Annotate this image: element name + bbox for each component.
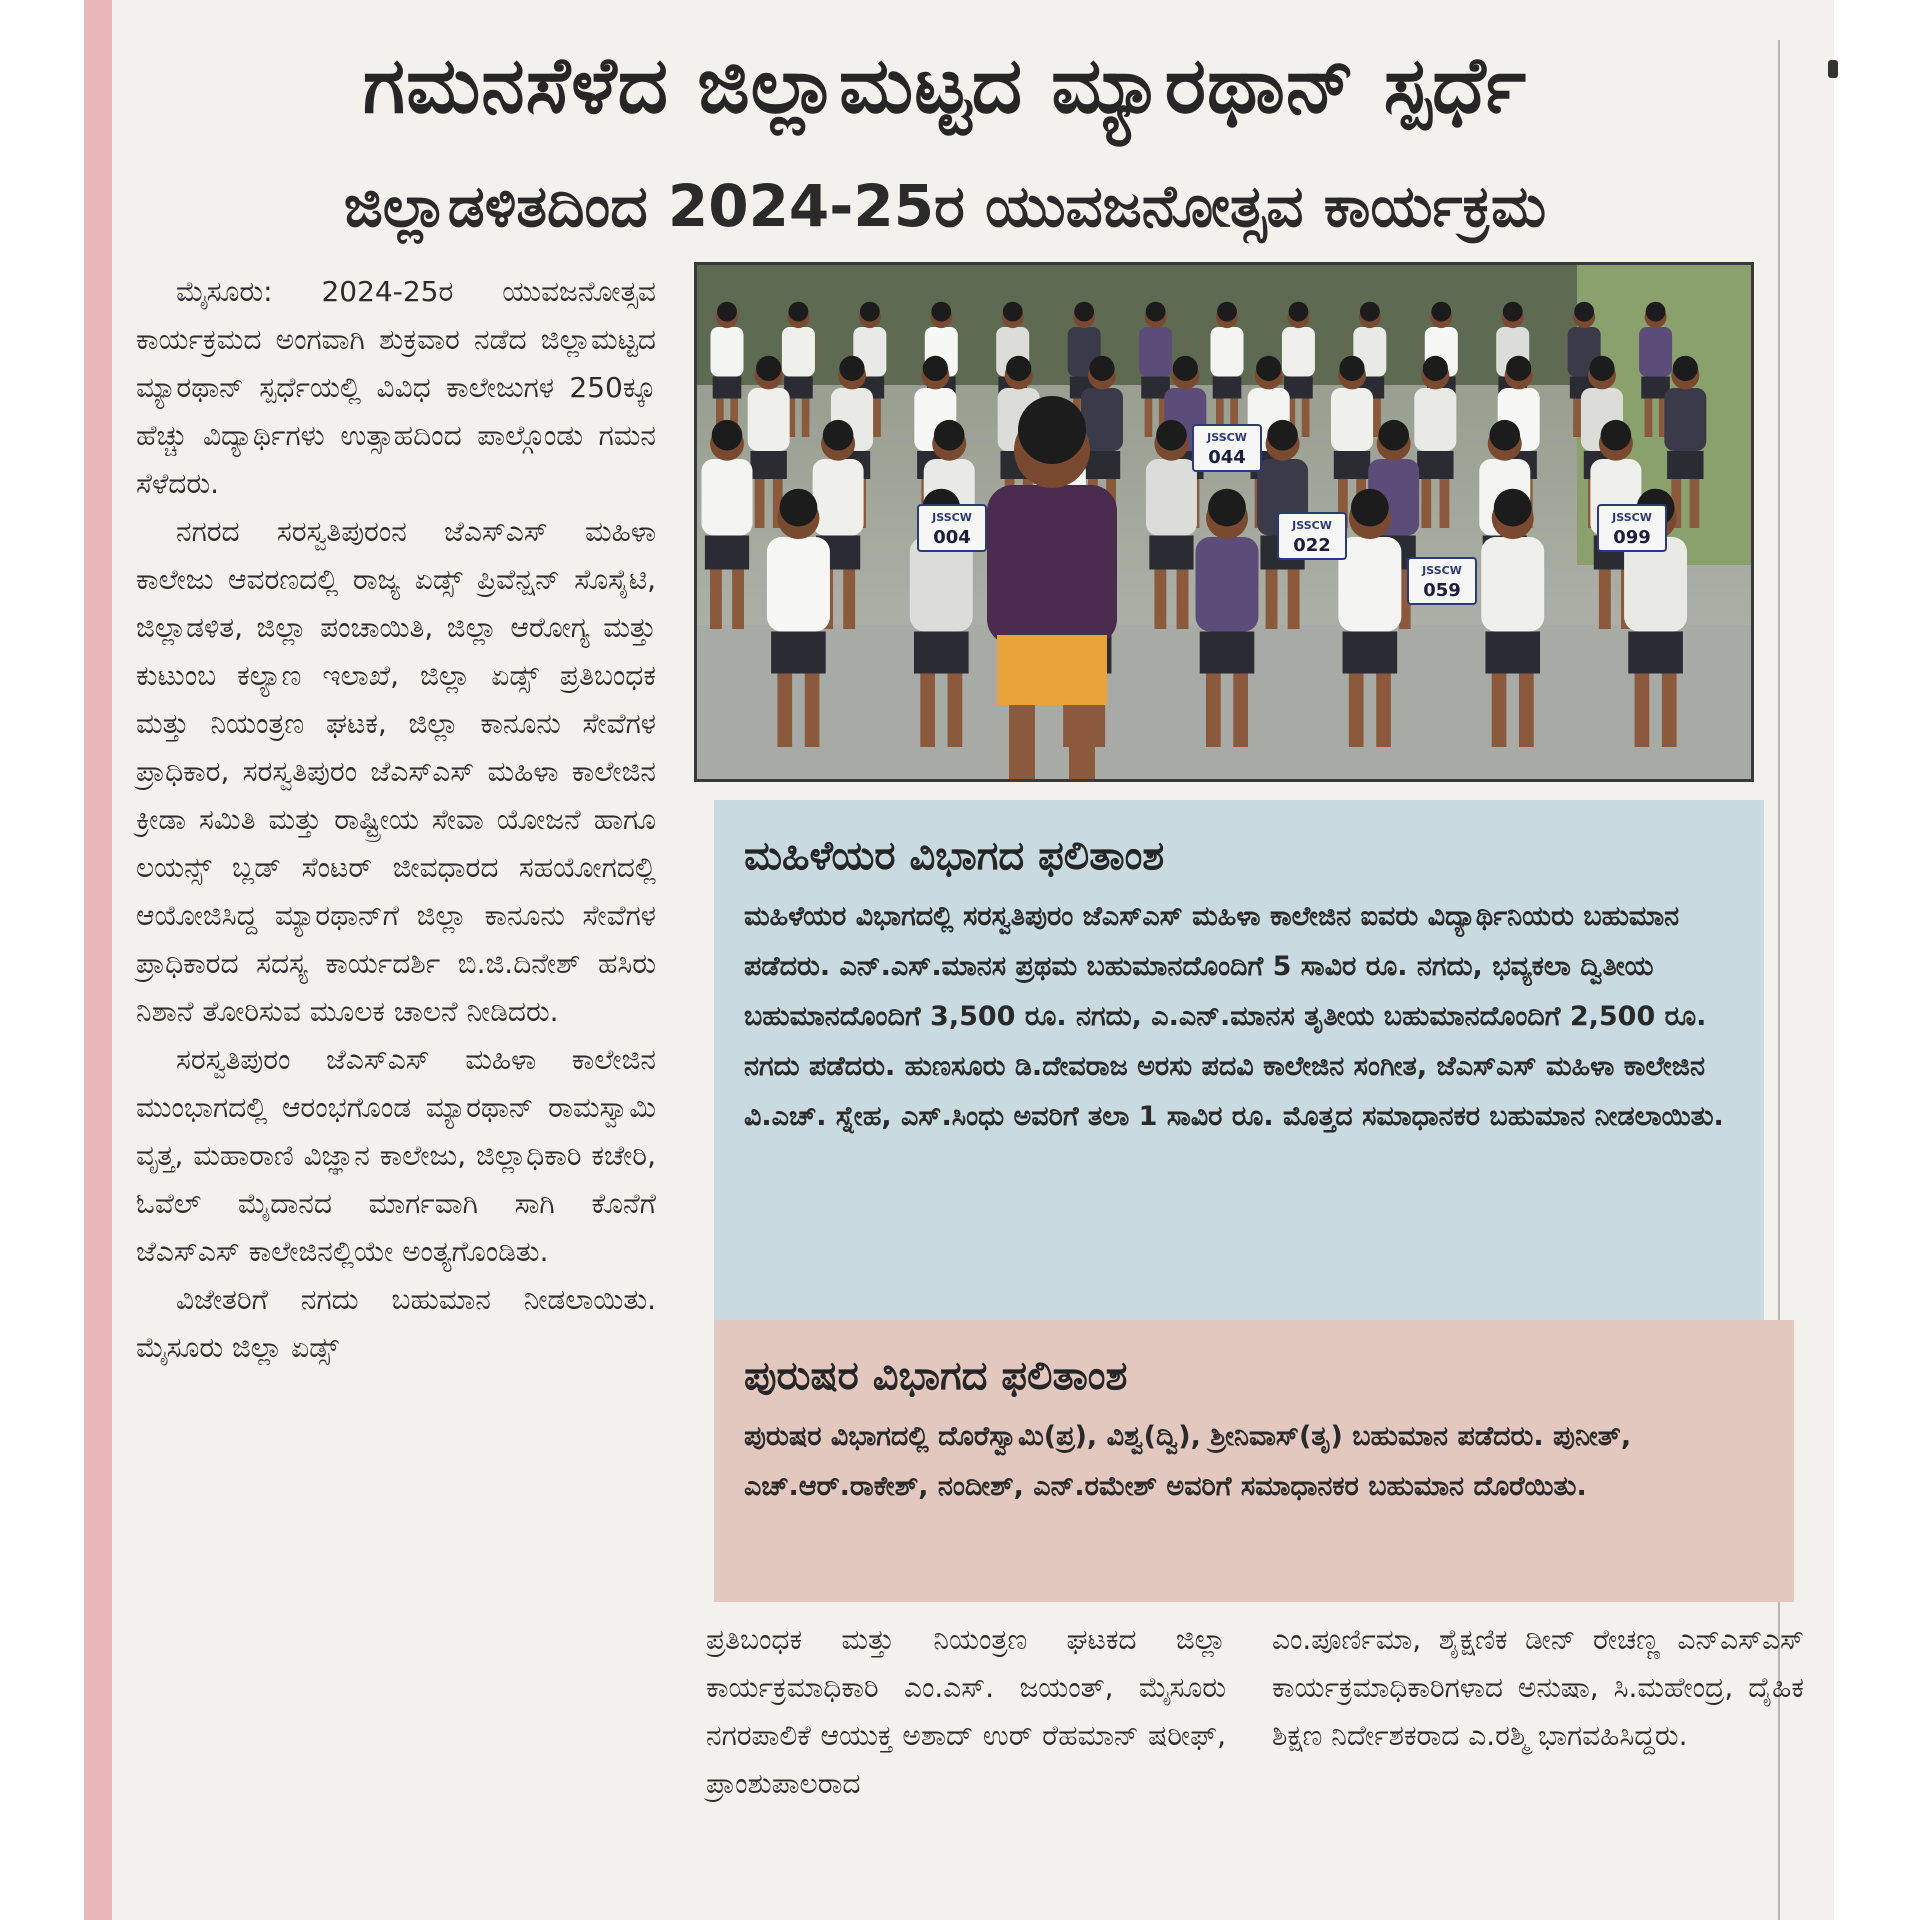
race-bib: [1278, 513, 1346, 559]
race-bib-number: 022: [1293, 535, 1331, 556]
paragraph: ನಗರದ ಸರಸ್ವತಿಪುರಂನ ಜೆಎಸ್ಎಸ್ ಮಹಿಳಾ ಕಾಲೇಜು ಆವರಣದಲ್ಲಿ ರಾಜ್ಯ ಏಡ್ಸ್ ಪ್ರಿವೆನ್ಷನ್ ಸೊಸೈಟಿ, ಜಿಲ್ಲಾಡಳಿತ, ಜಿಲ್ಲಾ ಪಂಚಾಯಿತಿ, ಜಿಲ್ಲಾ ಆರೋಗ್ಯ ಮತ್ತು ಕುಟುಂಬ ಕಲ್ಯಾಣ ಇಲಾಖೆ, ಜಿಲ್ಲಾ ಏಡ್ಸ್ ಪ್ರತಿಬಂಧಕ ಮತ್ತು ನಿಯಂತ್ರಣ ಘಟಕ, ಜಿಲ್ಲಾ ಕಾನೂನು ಸೇವೆಗಳ ಪ್ರಾಧಿಕಾರ, ಸರಸ್ವತಿಪುರಂ ಜೆಎಸ್ಎಸ್ ಮಹಿಳಾ ಕಾಲೇಜಿನ ಕ್ರೀಡಾ ಸಮಿತಿ ಮತ್ತು ರಾಷ್ಟ್ರೀಯ ಸೇವಾ ಯೋಜನೆ ಹಾಗೂ ಲಯನ್ಸ್ ಬ್ಲಡ್ ಸೆಂಟರ್ ಜೀವಧಾರದ ಸಹಯೋಗದಲ್ಲಿ ಆಯೋಜಿಸಿದ್ದ ಮ್ಯಾರಥಾನ್‌ಗೆ ಜಿಲ್ಲಾ ಕಾನೂನು ಸೇವೆಗಳ ಪ್ರಾಧಿಕಾರದ ಸದಸ್ಯ ಕಾರ್ಯದರ್ಶಿ ಬಿ.ಜಿ.ದಿನೇಶ್ ಹಸಿರು ನಿಶಾನೆ ತೋರಿಸುವ ಮೂಲಕ ಚಾಲನೆ ನೀಡಿದರು.: [136, 515, 656, 1028]
women-results-title: ಮಹಿಳೆಯರ ವಿಭಾಗದ ಫಲಿತಾಂಶ: [744, 833, 1165, 879]
race-bib-label: JSSCW: [1422, 564, 1462, 577]
women-results-box: [714, 800, 1764, 1320]
race-bib: [1193, 425, 1261, 471]
race-bib-label: JSSCW: [1207, 431, 1247, 444]
race-bib-number: 004: [933, 527, 971, 548]
paragraph: ಮೈಸೂರು: 2024-25ರ ಯುವಜನೋತ್ಸವ ಕಾರ್ಯಕ್ರಮದ ಅಂಗವಾಗಿ ಶುಕ್ರವಾರ ನಡೆದ ಜಿಲ್ಲಾಮಟ್ಟದ ಮ್ಯಾರಥಾನ್ ಸ್ಪರ್ಧೆಯಲ್ಲಿ ವಿವಿಧ ಕಾಲೇಜುಗಳ 250ಕ್ಕೂ ಹೆಚ್ಚು ವಿದ್ಯಾರ್ಥಿಗಳು ಉತ್ಸಾಹದಿಂದ ಪಾಲ್ಗೊಂಡು ಗಮನ ಸೆಳೆದರು.: [136, 275, 656, 500]
article-headline: ಗಮನಸೆಳೆದ ಜಿಲ್ಲಾಮಟ್ಟದ ಮ್ಯಾರಥಾನ್ ಸ್ಪರ್ಧೆ: [362, 41, 1528, 131]
race-bib-label: JSSCW: [1612, 511, 1652, 524]
race-bib: [1598, 505, 1666, 551]
paragraph: ಎಂ.ಪೂರ್ಣಿಮಾ, ಶೈಕ್ಷಣಿಕ ಡೀನ್ ರೇಚಣ್ಣ ಎನ್ಎಸ್ಎಸ್ ಕಾರ್ಯಕ್ರಮಾಧಿಕಾರಿಗಳಾದ ಅನುಷಾ, ಸಿ.ಮಹೇಂದ್ರ, ದೈಹಿಕ ಶಿಕ್ಷಣ ನಿರ್ದೇಶಕರಾದ ಎ.ರಶ್ಮಿ ಭಾಗವಹಿಸಿದ್ದರು.: [1272, 1623, 1804, 1752]
middle-text-column: [706, 1616, 1226, 1808]
right-text-column: [1272, 1616, 1804, 1760]
race-bib: [1408, 558, 1476, 604]
paragraph: ಪ್ರತಿಬಂಧಕ ಮತ್ತು ನಿಯಂತ್ರಣ ಘಟಕದ ಜಿಲ್ಲಾ ಕಾರ್ಯಕ್ರಮಾಧಿಕಾರಿ ಎಂ.ಎಸ್. ಜಯಂತ್, ಮೈಸೂರು ನಗರಪಾಲಿಕೆ ಆಯುಕ್ತ ಅಶಾದ್ ಉರ್ ರೆಹಮಾನ್ ಷರೀಫ್, ಪ್ರಾಂಶುಪಾಲರಾದ: [706, 1623, 1226, 1800]
race-bib-number: 044: [1208, 447, 1246, 468]
left-text-column: [136, 268, 656, 1372]
women-results-text: ಮಹಿಳೆಯರ ವಿಭಾಗದಲ್ಲಿ ಸರಸ್ವತಿಪುರಂ ಜೆಎಸ್ಎಸ್ ಮಹಿಳಾ ಕಾಲೇಜಿನ ಐವರು ವಿದ್ಯಾರ್ಥಿನಿಯರು ಬಹುಮಾನ ಪಡೆದರು. ಎನ್.ಎಸ್.ಮಾನಸ ಪ್ರಥಮ ಬಹುಮಾನದೊಂದಿಗೆ 5 ಸಾವಿರ ರೂ. ನಗದು, ಭವ್ಯಕಲಾ ದ್ವಿತೀಯ ಬಹುಮಾನದೊಂದಿಗೆ 3,500 ರೂ. ನಗದು, ಎ.ಎನ್.ಮಾನಸ ತೃತೀಯ ಬಹುಮಾನದೊಂದಿಗೆ 2,500 ರೂ. ನಗದು ಪಡೆದರು. ಹುಣಸೂರು ಡಿ.ದೇವರಾಜ ಅರಸು ಪದವಿ ಕಾಲೇಜಿನ ಸಂಗೀತ, ಜೆಎಸ್ಎಸ್ ಮಹಿಳಾ ಕಾಲೇಜಿನ ವಿ.ಎಚ್. ಸ್ನೇಹ, ಎಸ್.ಸಿಂಧು ಅವರಿಗೆ ತಲಾ 1 ಸಾವಿರ ರೂ. ಮೊತ್ತದ ಸಮಾಧಾನಕರ ಬಹುಮಾನ ನೀಡಲಾಯಿತು.: [744, 901, 1724, 1132]
adjacent-column-fragment: [1828, 60, 1838, 78]
race-bib-number: 099: [1613, 527, 1651, 548]
men-results-title: ಪುರುಷರ ವಿಭಾಗದ ಫಲಿತಾಂಶ: [744, 1353, 1128, 1399]
marathon-photo: [694, 262, 1754, 782]
article-subheadline: ಜಿಲ್ಲಾಡಳಿತದಿಂದ 2024-25ರ ಯುವಜನೋತ್ಸವ ಕಾರ್ಯಕ್ರಮ: [343, 172, 1547, 240]
page-margin: [1834, 0, 1920, 1920]
race-bib-label: JSSCW: [932, 511, 972, 524]
race-bib: [918, 505, 986, 551]
page-left-edge: [84, 0, 112, 1920]
race-bib-label: JSSCW: [1292, 519, 1332, 532]
men-results-box: [714, 1320, 1794, 1602]
marathon-photo-illustration: [697, 265, 1751, 779]
men-results-text: ಪುರುಷರ ವಿಭಾಗದಲ್ಲಿ ದೊರೆಸ್ವಾಮಿ(ಪ್ರ), ವಿಶ್ವ(ದ್ವಿ), ಶ್ರೀನಿವಾಸ್(ತೃ) ಬಹುಮಾನ ಪಡೆದರು. ಪುನೀತ್, ಎಚ್.ಆರ್.ರಾಕೇಶ್, ನಂದೀಶ್, ಎನ್.ರಮೇಶ್ ಅವರಿಗೆ ಸಮಾಧಾನಕರ ಬಹುಮಾನ ದೊರೆಯಿತು.: [744, 1421, 1632, 1502]
race-bib-number: 059: [1423, 580, 1461, 601]
paragraph: ವಿಜೇತರಿಗೆ ನಗದು ಬಹುಮಾನ ನೀಡಲಾಯಿತು. ಮೈಸೂರು ಜಿಲ್ಲಾ ಏಡ್ಸ್: [136, 1283, 656, 1364]
paragraph: ಸರಸ್ವತಿಪುರಂ ಜೆಎಸ್ಎಸ್ ಮಹಿಳಾ ಕಾಲೇಜಿನ ಮುಂಭಾಗದಲ್ಲಿ ಆರಂಭಗೊಂಡ ಮ್ಯಾರಥಾನ್ ರಾಮಸ್ವಾಮಿ ವೃತ್ತ, ಮಹಾರಾಣಿ ವಿಜ್ಞಾನ ಕಾಲೇಜು, ಜಿಲ್ಲಾಧಿಕಾರಿ ಕಚೇರಿ, ಓವೆಲ್ ಮೈದಾನದ ಮಾರ್ಗವಾಗಿ ಸಾಗಿ ಕೊನೆಗೆ ಜೆಎಸ್ಎಸ್ ಕಾಲೇಜಿನಲ್ಲಿಯೇ ಅಂತ್ಯಗೊಂಡಿತು.: [136, 1043, 656, 1268]
